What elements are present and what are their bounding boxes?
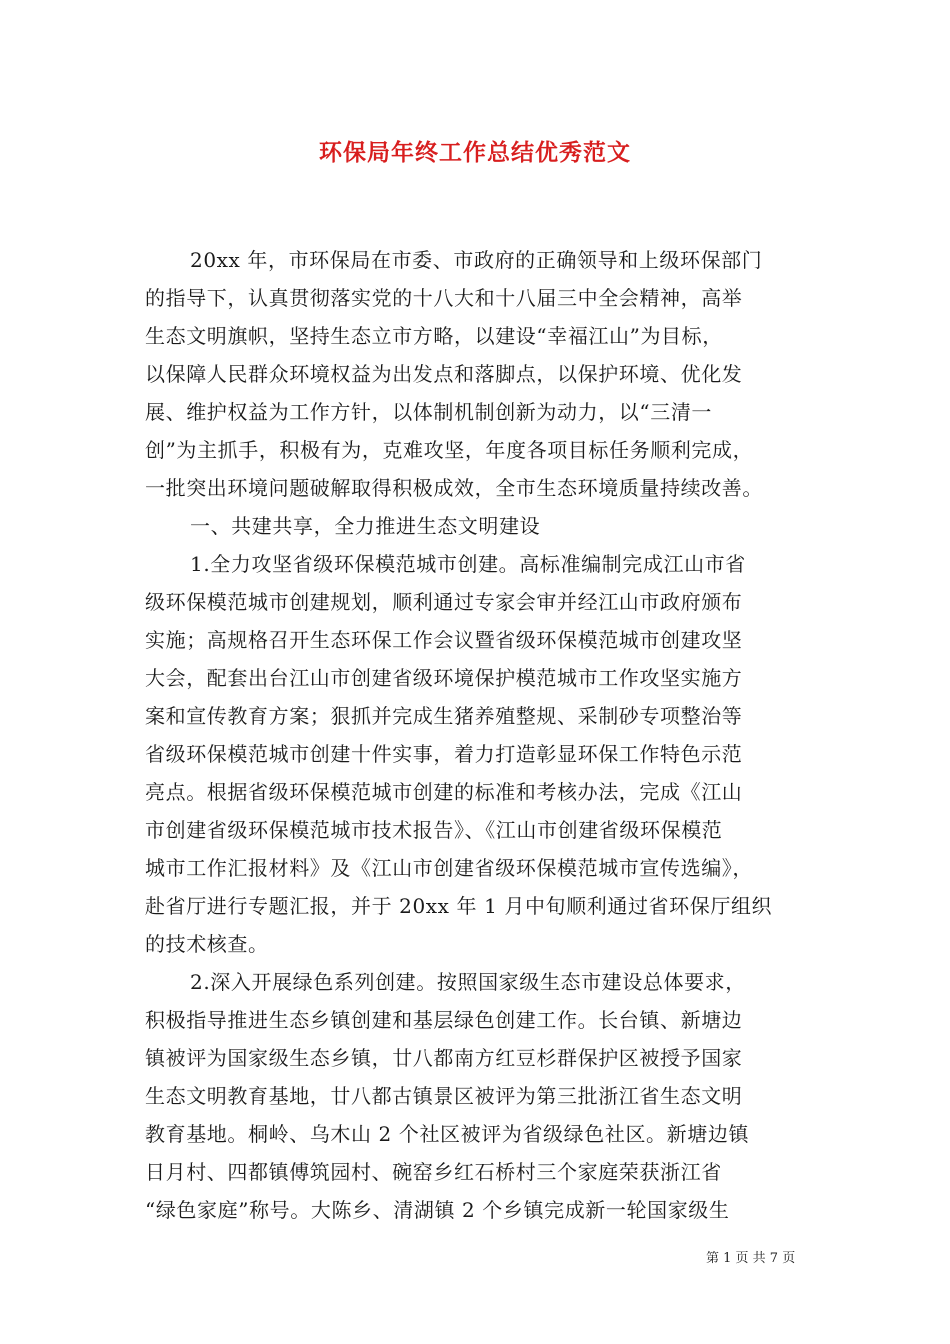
paragraph-line: 赴省厅进行专题汇报，并于 20xx 年 1 月中旬顺利通过省环保厅组织 bbox=[145, 894, 773, 918]
paragraph-line: 教育基地。桐岭、乌木山 2 个社区被评为省级绿色社区。新塘边镇 bbox=[145, 1122, 750, 1146]
paragraph-line: 展、维护权益为工作方针，以体制机制创新为动力，以“三清一 bbox=[145, 400, 713, 424]
paragraph-line: 大会，配套出台江山市创建省级环境保护模范城市工作攻坚实施方 bbox=[145, 666, 743, 690]
paragraph-line: 以保障人民群众环境权益为出发点和落脚点，以保护环境、优化发 bbox=[145, 362, 743, 386]
section-heading: 一、共建共享，全力推进生态文明建设 bbox=[190, 514, 541, 538]
document-title: 环保局年终工作总结优秀范文 bbox=[319, 139, 631, 166]
paragraph-line: 亮点。根据省级环保模范城市创建的标准和考核办法，完成《江山 bbox=[145, 780, 743, 804]
paragraph-line: 创”为主抓手，积极有为，克难攻坚，年度各项目标任务顺利完成， bbox=[145, 438, 754, 462]
paragraph-line: 生态文明教育基地，廿八都古镇景区被评为第三批浙江省生态文明 bbox=[145, 1084, 743, 1108]
paragraph-line: 20xx 年，市环保局在市委、市政府的正确领导和上级环保部门 bbox=[190, 248, 763, 272]
paragraph-line: 城市工作汇报材料》及《江山市创建省级环保模范城市宣传选编》， bbox=[145, 856, 753, 880]
paragraph-line: 1.全力攻坚省级环保模范城市创建。高标准编制完成江山市省 bbox=[190, 552, 746, 576]
paragraph-line: 的指导下，认真贯彻落实党的十八大和十八届三中全会精神，高举 bbox=[145, 286, 743, 310]
paragraph-line: 生态文明旗帜，坚持生态立市方略，以建设“幸福江山”为目标， bbox=[145, 324, 723, 348]
paragraph-line: 案和宣传教育方案；狠抓并完成生猪养殖整规、采制砂专项整治等 bbox=[145, 704, 743, 728]
paragraph-line: “绿色家庭”称号。大陈乡、清湖镇 2 个乡镇完成新一轮国家级生 bbox=[145, 1198, 730, 1222]
paragraph-line: 日月村、四都镇傅筑园村、碗窑乡红石桥村三个家庭荣获浙江省 bbox=[145, 1160, 722, 1184]
page-number: 第 1 页 共 7 页 bbox=[706, 1251, 796, 1266]
paragraph-line: 积极指导推进生态乡镇创建和基层绿色创建工作。长台镇、新塘边 bbox=[145, 1008, 743, 1032]
paragraph-line: 市创建省级环保模范城市技术报告》、《江山市创建省级环保模范 bbox=[145, 818, 723, 842]
paragraph-line: 级环保模范城市创建规划，顺利通过专家会审并经江山市政府颁布 bbox=[145, 590, 743, 614]
paragraph-line: 镇被评为国家级生态乡镇，廿八都南方红豆杉群保护区被授予国家 bbox=[145, 1046, 743, 1070]
paragraph-line: 实施；高规格召开生态环保工作会议暨省级环保模范城市创建攻坚 bbox=[145, 628, 743, 652]
paragraph-line: 2.深入开展绿色系列创建。按照国家级生态市建设总体要求， bbox=[190, 970, 746, 994]
paragraph-line: 一批突出环境问题破解取得积极成效，全市生态环境质量持续改善。 bbox=[145, 476, 763, 500]
paragraph-line: 的技术核查。 bbox=[145, 932, 269, 956]
paragraph-line: 省级环保模范城市创建十件实事，着力打造彰显环保工作特色示范 bbox=[145, 742, 743, 766]
